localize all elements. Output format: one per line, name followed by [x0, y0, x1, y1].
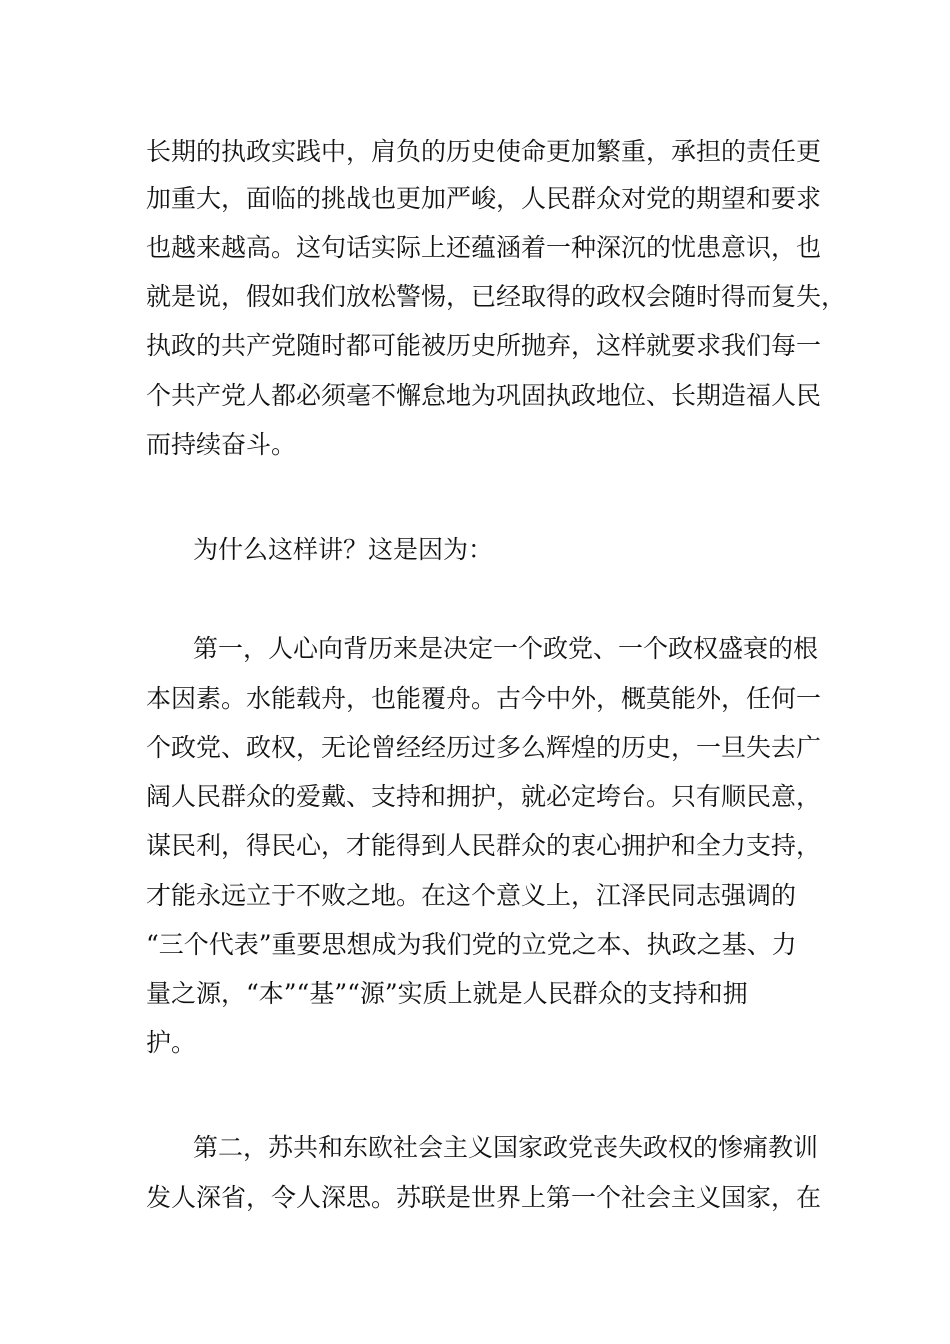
paragraph-3-line-6: 才能永远立于不败之地。在这个意义上，江泽民同志强调的	[146, 881, 797, 910]
paragraph-3-line-5: 谋民利，得民心，才能得到人民群众的衷心拥护和全力支持，	[146, 831, 822, 860]
paragraph-4-line-2: 发人深省，令人深思。苏联是世界上第一个社会主义国家，在	[146, 1183, 822, 1212]
paragraph-1-line-4: 就是说，假如我们放松警惕，已经取得的政权会随时得而复失，	[146, 282, 847, 311]
paragraph-3-line-7: “三个代表”重要思想成为我们党的立党之本、执政之基、力	[146, 930, 797, 959]
paragraph-2-line-1: 为什么这样讲？这是因为：	[193, 535, 494, 564]
paragraph-1-line-5: 执政的共产党随时都可能被历史所抛弃，这样就要求我们每一	[146, 331, 822, 360]
paragraph-4-line-1: 第二，苏共和东欧社会主义国家政党丧失政权的惨痛教训	[193, 1133, 819, 1162]
paragraph-1-line-1: 长期的执政实践中，肩负的历史使命更加繁重，承担的责任更	[146, 137, 822, 166]
paragraph-3-line-4: 阔人民群众的爱戴、支持和拥护，就必定垮台。只有顺民意，	[146, 782, 822, 811]
paragraph-1-line-3: 也越来越高。这句话实际上还蕴涵着一种深沉的忧患意识，也	[146, 233, 822, 262]
paragraph-1-line-2: 加重大，面临的挑战也更加严峻，人民群众对党的期望和要求	[146, 184, 822, 213]
paragraph-1-line-6: 个共产党人都必须毫不懈怠地为巩固执政地位、长期造福人民	[146, 381, 822, 410]
paragraph-3-line-2: 本因素。水能载舟，也能覆舟。古今中外，概莫能外，任何一	[146, 684, 822, 713]
paragraph-3-line-8: 量之源，“本”“基”“源”实质上就是人民群众的支持和拥	[146, 979, 748, 1008]
paragraph-3-line-1: 第一，人心向背历来是决定一个政党、一个政权盛衰的根	[193, 634, 819, 663]
paragraph-1-line-7: 而持续奋斗。	[146, 430, 297, 459]
paragraph-3-line-3: 个政党、政权，无论曾经经历过多么辉煌的历史，一旦失去广	[146, 733, 822, 762]
paragraph-3-line-9: 护。	[146, 1028, 197, 1057]
